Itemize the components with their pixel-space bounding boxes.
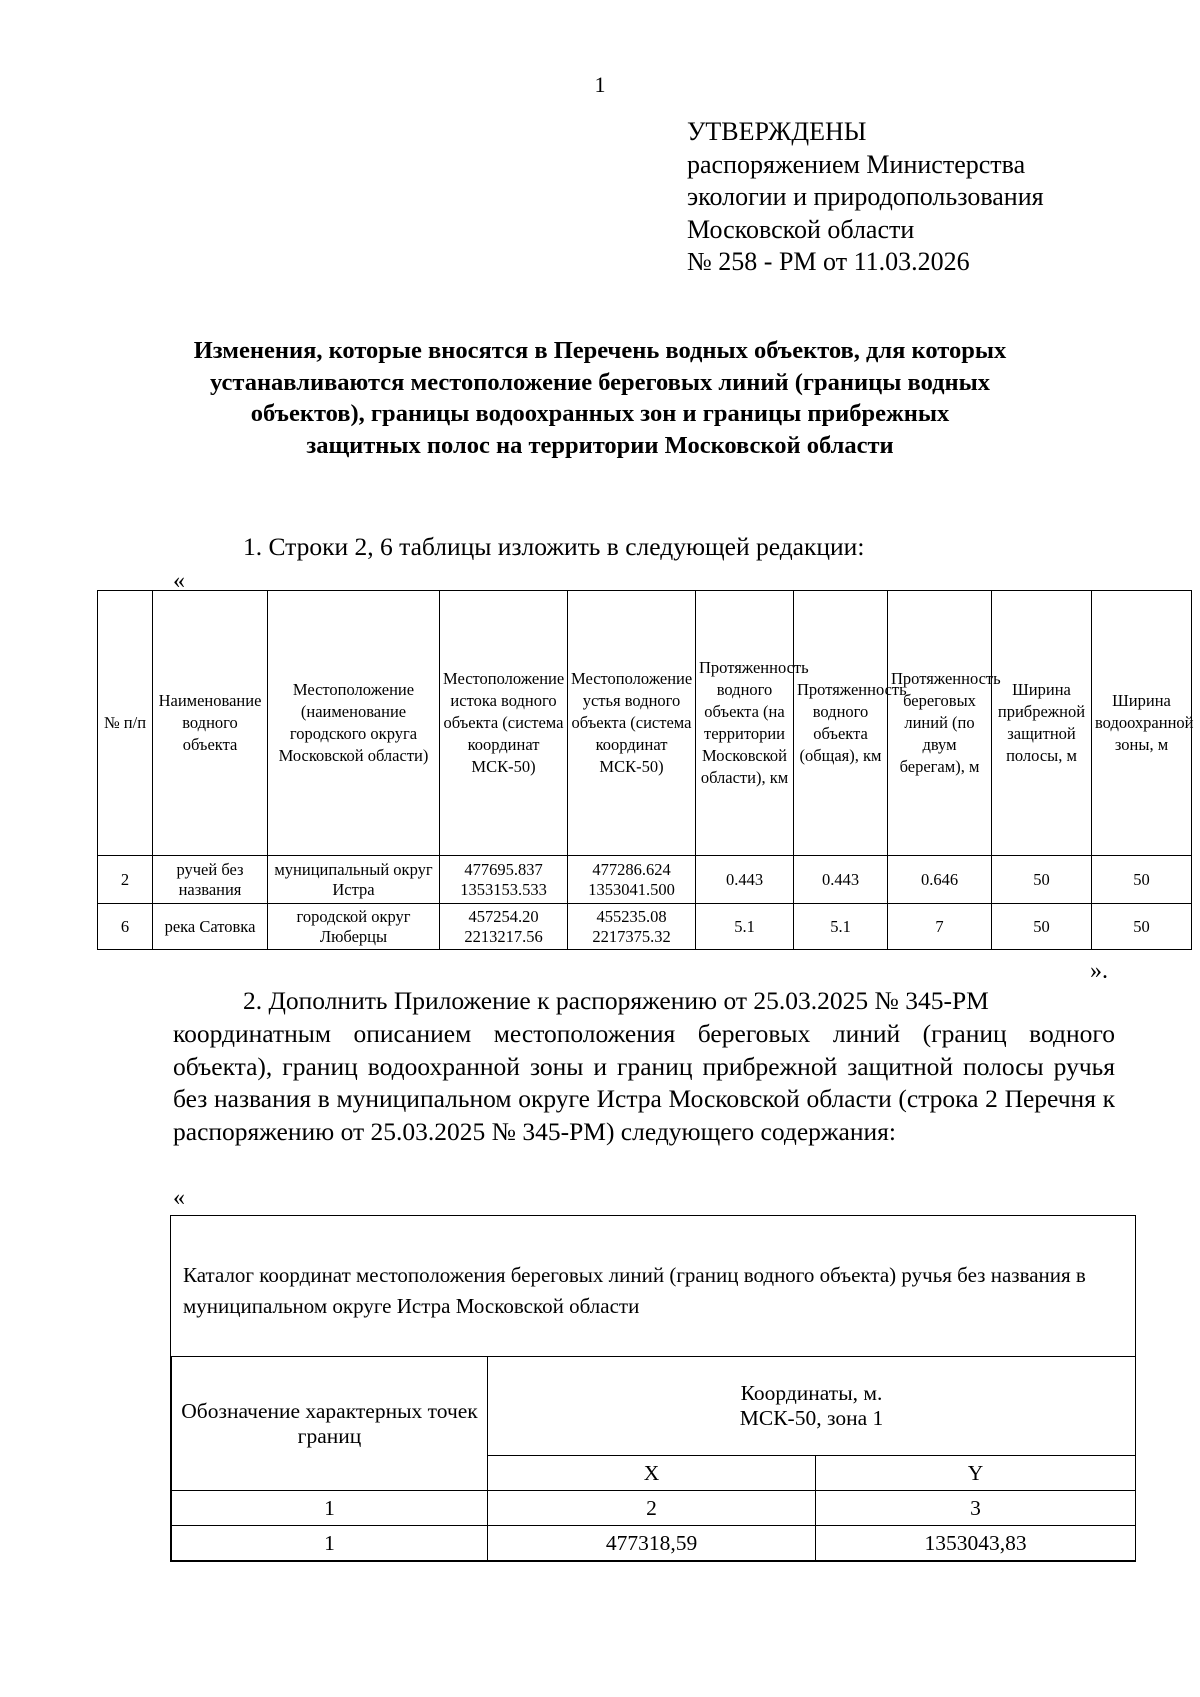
title-line-1: Изменения, которые вносятся в Перечень водных объектов, для которых [193, 337, 1007, 364]
cell-name: ручей без названия [153, 856, 268, 904]
table-row [98, 904, 1192, 950]
header-x: X [488, 1456, 816, 1491]
approved-heading: УТВЕРЖДЕНЫ [687, 117, 867, 146]
approval-stamp [687, 116, 1044, 279]
table-row [172, 1526, 1136, 1561]
header-coordinates-line-2: МСК-50, зона 1 [739, 1406, 884, 1430]
cell-shore-length: 0.646 [888, 856, 992, 904]
approved-line-4: № 258 - РМ от 11.03.2026 [687, 247, 970, 276]
header-protective-strip: Ширина прибрежной защитной полосы, м [992, 591, 1092, 856]
cell-water-zone: 50 [1092, 904, 1192, 950]
header-length-region: Протяженность водного объекта (на территории Московской области), км [696, 591, 794, 856]
coords-index-row [172, 1491, 1136, 1526]
cell-protective-strip: 50 [992, 856, 1092, 904]
item-1-text: 1. Строки 2, 6 таблицы изложить в следующей редакции: [243, 532, 865, 561]
cell-y: 1353043,83 [816, 1526, 1136, 1561]
cell-location: муниципальный округ Истра [268, 856, 440, 904]
cell-name: река Сатовка [153, 904, 268, 950]
header-shore-length: Протяженность береговых линий (по двум берегам), м [888, 591, 992, 856]
index-2: 2 [488, 1491, 816, 1526]
cell-water-zone: 50 [1092, 856, 1192, 904]
header-name: Наименование водного объекта [153, 591, 268, 856]
title-line-3: объектов), границы водоохранных зон и границы прибрежных [250, 400, 950, 427]
index-1: 1 [172, 1491, 488, 1526]
header-number: № п/п [98, 591, 153, 856]
cell-length-total: 0.443 [794, 856, 888, 904]
cell-point: 1 [172, 1526, 488, 1561]
approved-line-1: распоряжением Министерства [687, 149, 1026, 179]
cell-mouth: 477286.624 1353041.500 [568, 856, 696, 904]
header-location: Местоположение (наименование городского округа Московской области) [268, 591, 440, 856]
header-water-zone: Ширина водоохранной зоны, м [1092, 591, 1192, 856]
cell-length-total: 5.1 [794, 904, 888, 950]
item-2-first-line: 2. Дополнить Приложение к распоряжению от 25.03.2025 № 345-РМ [243, 986, 989, 1015]
cell-location: городской округ Люберцы [268, 904, 440, 950]
header-length-total: Протяженность водного объекта (общая), км [794, 591, 888, 856]
cell-number: 2 [98, 856, 153, 904]
item-2-paragraph [173, 985, 1115, 1149]
table-row [98, 856, 1192, 904]
title-line-4: защитных полос на территории Московской области [306, 431, 894, 459]
water-objects-table [97, 590, 1192, 950]
approved-line-2: экологии и природопользования [687, 182, 1044, 211]
coordinates-catalog [170, 1215, 1136, 1562]
header-mouth: Местоположение устья водного объекта (система координат МСК-50) [568, 591, 696, 856]
header-source: Местоположение истока водного объекта (система координат МСК-50) [440, 591, 568, 856]
catalog-title: Каталог координат местоположения береговых линий (границ водного объекта) ручья без названия в муниципальном округе Истра Московской области [183, 1263, 1086, 1318]
cell-length-region: 0.443 [696, 856, 794, 904]
header-points: Обозначение характерных точек границ [172, 1357, 488, 1491]
item-2-quote-open: « [173, 1185, 185, 1211]
cell-protective-strip: 50 [992, 904, 1092, 950]
cell-x: 477318,59 [488, 1526, 816, 1561]
title-line-2: устанавливаются местоположение береговых линий (границы водных [209, 368, 991, 396]
cell-mouth: 455235.08 2217375.32 [568, 904, 696, 950]
table-header-row [98, 591, 1192, 856]
item-1-quote-open: « [173, 568, 185, 594]
item-1-quote-close: ». [1090, 958, 1108, 984]
item-2-body: координатным описанием местоположения береговых линий (границ водного объекта), границ водоохранной зоны и границ прибрежной защитной полосы ручья без названия в муниципальном округе Истра Московской области (строка 2 Перечня к распоряжению от 25.03.2025 № 345-РМ) следующего содержания: [173, 1018, 1115, 1147]
cell-length-region: 5.1 [696, 904, 794, 950]
coordinates-table [171, 1356, 1136, 1561]
cell-source: 477695.837 1353153.533 [440, 856, 568, 904]
cell-source: 457254.20 2213217.56 [440, 904, 568, 950]
approved-line-3: Московской области [687, 214, 915, 244]
document-title [150, 335, 1050, 461]
coords-header-row [172, 1357, 1136, 1456]
index-3: 3 [816, 1491, 1136, 1526]
cell-shore-length: 7 [888, 904, 992, 950]
page-number: 1 [594, 72, 606, 97]
header-coordinates-line-1: Координаты, м. [740, 1381, 883, 1405]
cell-number: 6 [98, 904, 153, 950]
header-y: Y [816, 1456, 1136, 1491]
header-coordinates [488, 1357, 1136, 1456]
